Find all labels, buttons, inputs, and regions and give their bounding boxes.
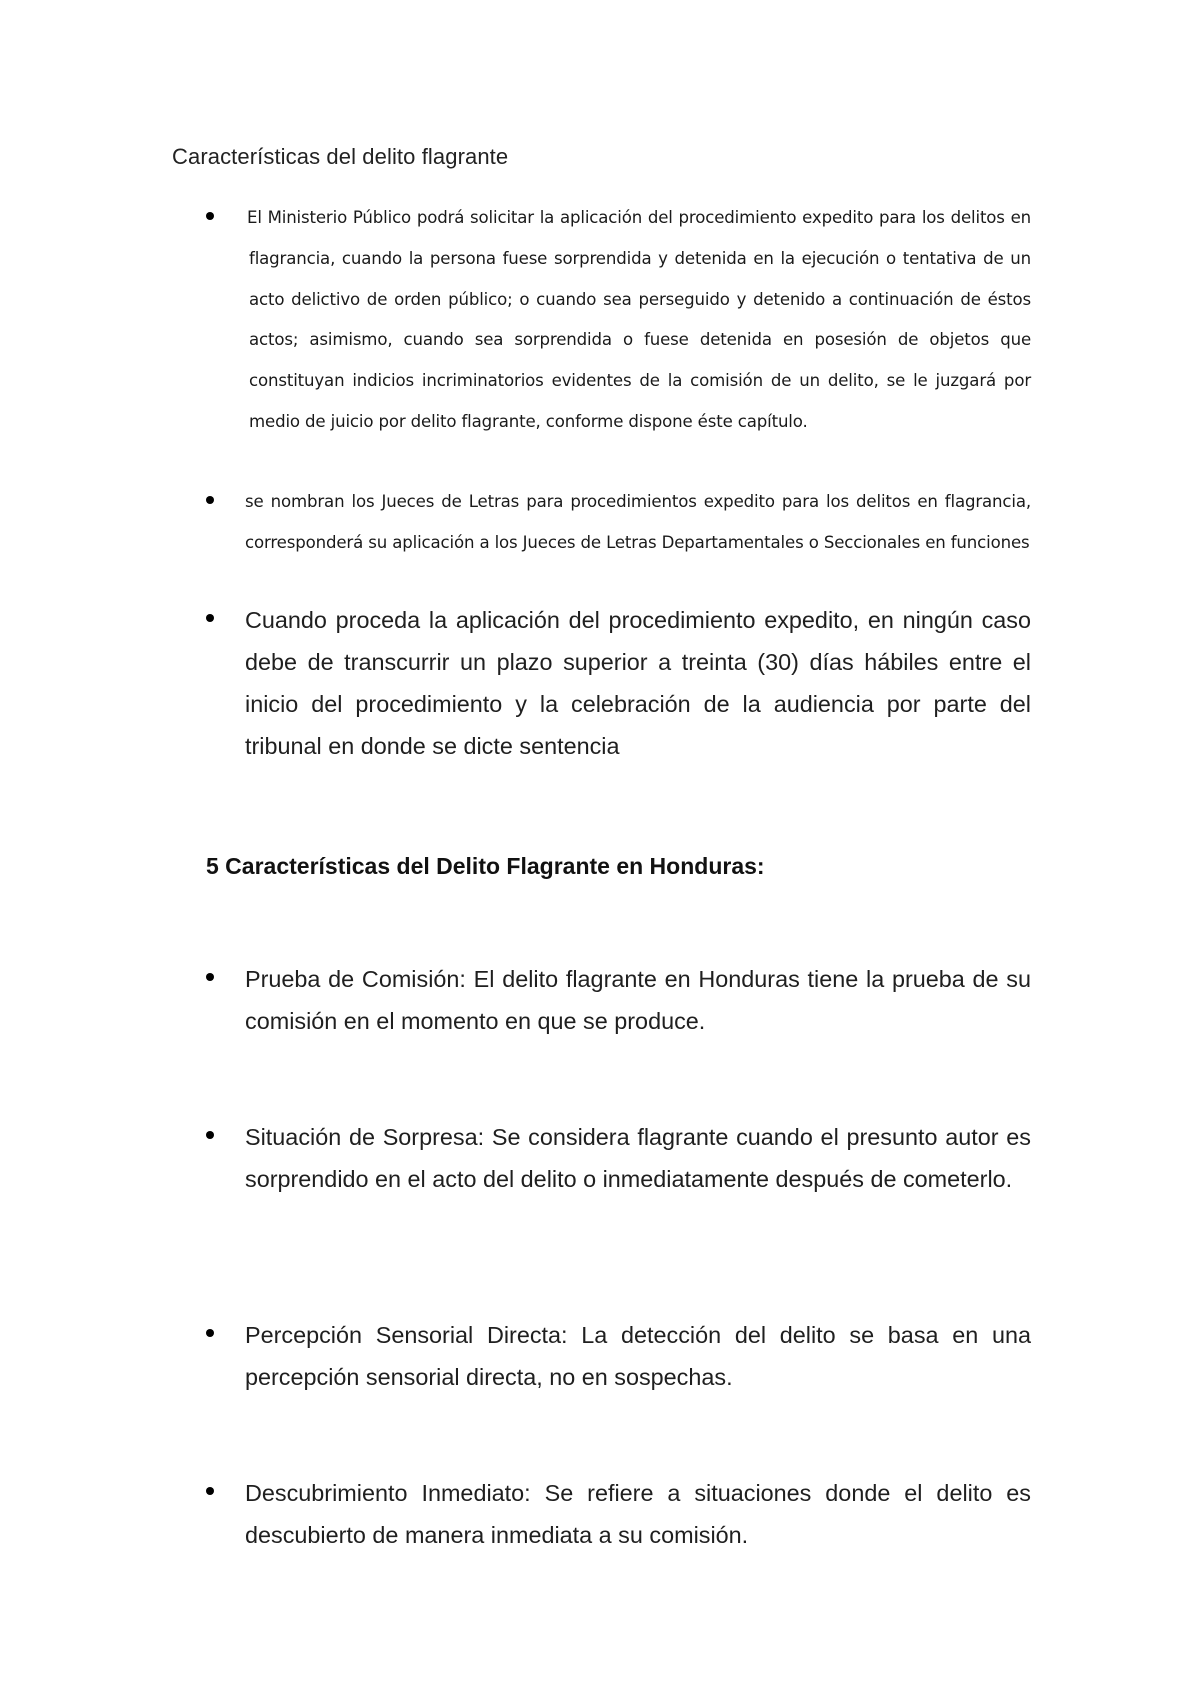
bullet-icon [206, 973, 214, 981]
bullet-icon [206, 212, 214, 220]
bullet-icon [206, 1487, 214, 1495]
list-item-text: se nombran los Jueces de Letras para procedimientos expedito para los delitos en flagrancia, corresponderá su aplicación a los Jueces de Letras Departamentales o Seccionales en funciones [245, 492, 1031, 552]
list-item-text: Prueba de Comisión: El delito flagrante en Honduras tiene la prueba de su comisión en el momento en que se produce. [245, 966, 1031, 1034]
list-item-text: Descubrimiento Inmediato: Se refiere a situaciones donde el delito es descubierto de manera inmediata a su comisión. [245, 1480, 1031, 1548]
list-item-text: Cuando proceda la aplicación del procedimiento expedito, en ningún caso debe de transcurrir un plazo superior a treinta (30) días hábiles entre el inicio del procedimiento y la celebración de la audiencia por parte del tribunal en donde se dicte sentencia [245, 607, 1031, 759]
list-item-text: Situación de Sorpresa: Se considera flagrante cuando el presunto autor es sorprendido en el acto del delito o inmediatamente después de cometerlo. [245, 1124, 1031, 1192]
bullet-icon [206, 1329, 214, 1337]
bullet-icon [206, 496, 214, 504]
section-heading: 5 Características del Delito Flagrante en Honduras: [206, 853, 765, 879]
bullet-icon [206, 614, 214, 622]
list-item-text: Percepción Sensorial Directa: La detección del delito se basa en una percepción sensorial directa, no en sospechas. [245, 1322, 1031, 1390]
page-title: Características del delito flagrante [172, 144, 509, 169]
list-item-text: El Ministerio Público podrá solicitar la aplicación del procedimiento expedito para los delitos en flagrancia, cuando la persona fuese sorprendida y detenida en la ejecución o tentativa de un acto delictivo de orden público; o cuando sea perseguido y detenido a continuación de éstos actos; asimismo, cuando sea sorprendida o fuese detenida en posesión de objetos que constituyan indicios incriminatorios evidentes de la comisión de un delito, se le juzgará por medio de juicio por delito flagrante, conforme dispone éste capítulo. [247, 208, 1031, 431]
bullet-icon [206, 1131, 214, 1139]
